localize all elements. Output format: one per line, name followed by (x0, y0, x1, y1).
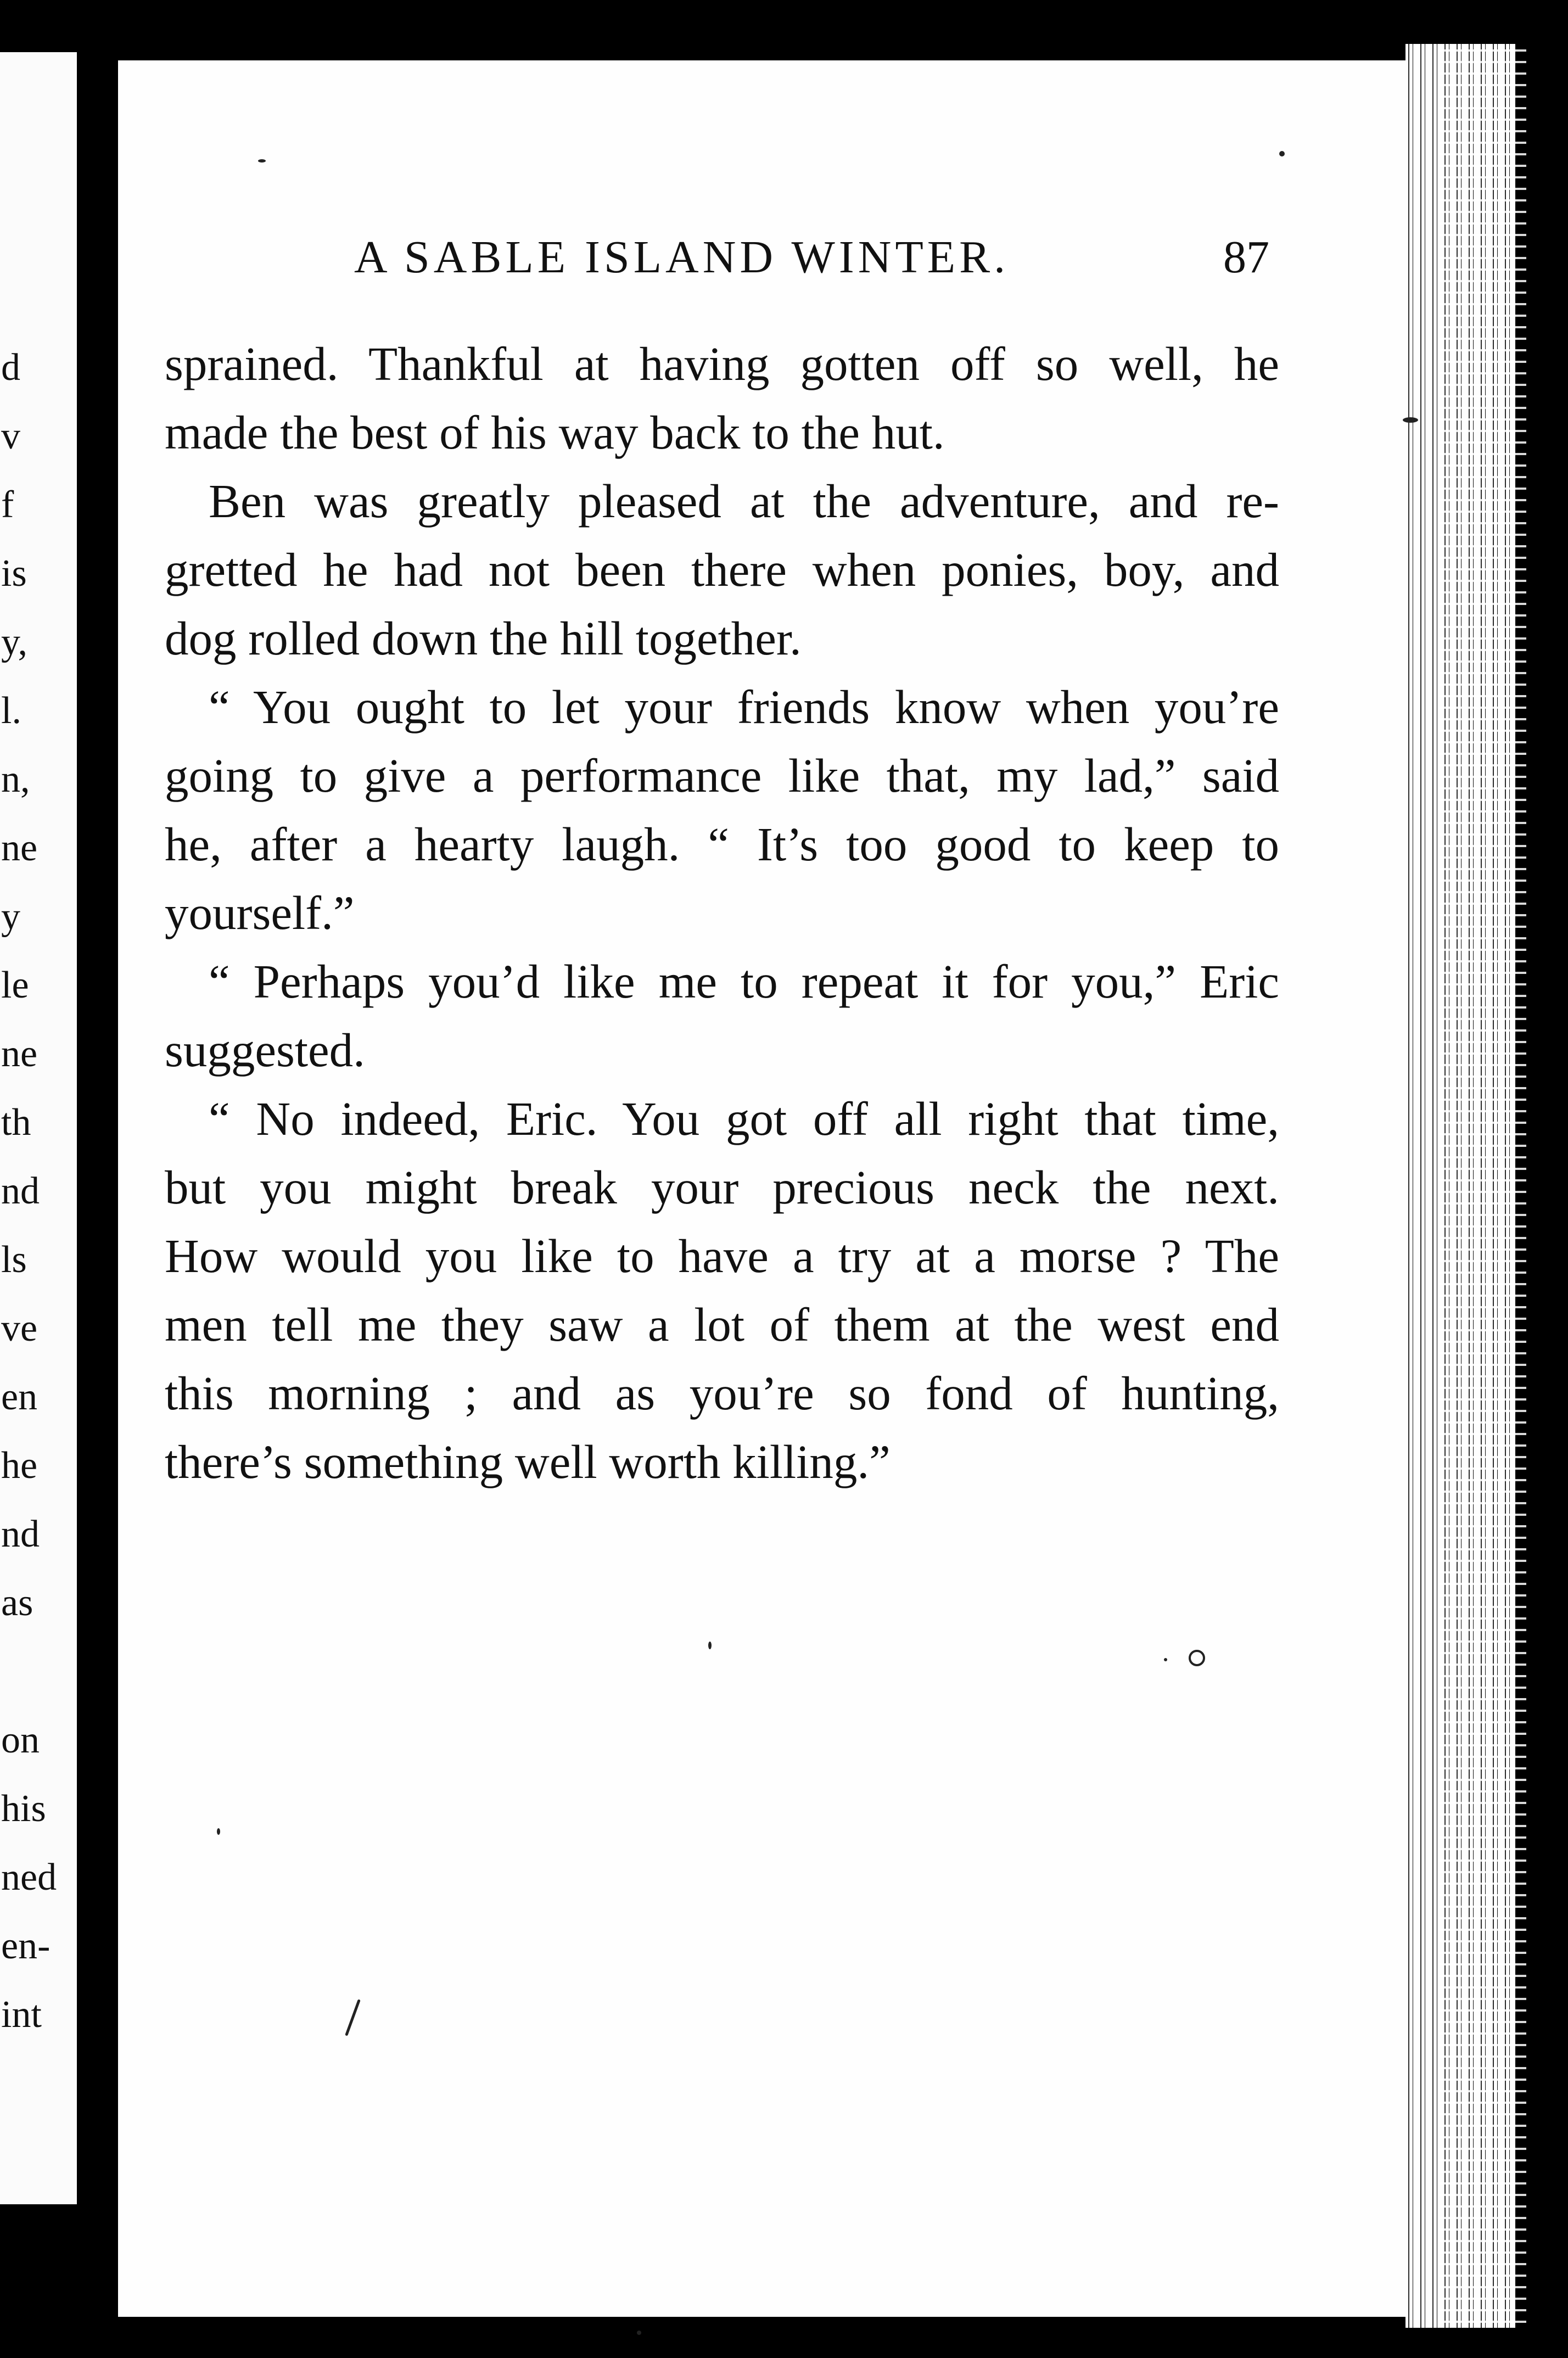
scan-speck (1403, 417, 1418, 423)
text-line: “ Perhaps you’d like me to repeat it for you,” Eric (209, 955, 1279, 1008)
left-page-fragment: is (1, 552, 27, 595)
left-page-fragment: f (1, 484, 14, 526)
text-line: suggested. (165, 1023, 365, 1077)
left-page-fragment: ne (1, 1033, 38, 1075)
left-page-fragment: nd (1, 1170, 40, 1212)
text-line: he, after a hearty laugh. “ It’s too good to keep to (165, 817, 1279, 871)
left-page-fragment: y (1, 895, 20, 938)
text-line: yourself.” (165, 886, 355, 939)
running-title: A SABLE ISLAND WINTER. (354, 232, 1010, 283)
left-page-fragment: v (1, 415, 20, 457)
left-page-fragment: l. (1, 690, 21, 732)
page-number: 87 (1223, 232, 1269, 283)
page-body-text (165, 329, 1279, 1496)
left-page-fragment: en- (1, 1925, 51, 1967)
left-page-fragment: nd (1, 1513, 40, 1555)
left-page-fragment: ned (1, 1856, 57, 1898)
left-page-fragment: he (1, 1444, 38, 1487)
text-line: going to give a performance like that, my lad,” said (165, 749, 1279, 802)
left-page-fragment: n, (1, 758, 30, 800)
left-page-fragment: his (1, 1788, 46, 1830)
left-page-fragment: as (1, 1582, 33, 1624)
left-page-fragment: ls (1, 1239, 27, 1281)
text-line: this morning ; and as you’re so fond of hunting, (165, 1366, 1279, 1420)
scan-speck (708, 1642, 712, 1649)
scan-speck (1164, 1658, 1167, 1661)
text-line: men tell me they saw a lot of them at the west end (165, 1298, 1279, 1351)
scan-speck (1189, 1650, 1205, 1666)
text-line: made the best of his way back to the hut. (165, 406, 945, 459)
text-line: gretted he had not been there when ponies, boy, and (165, 543, 1279, 596)
text-line: sprained. Thankful at having gotten off so well, he (165, 337, 1279, 390)
text-line: dog rolled down the hill together. (165, 612, 802, 665)
left-page-fragment: ve (1, 1307, 38, 1349)
left-page-fragment: en (1, 1376, 38, 1418)
left-page-fragment: int (1, 1993, 42, 2036)
text-line: Ben was greatly pleased at the adventure, and re- (209, 474, 1279, 528)
text-line: but you might break your precious neck the next. (165, 1161, 1279, 1214)
text-line: “ You ought to let your friends know when you’re (209, 680, 1279, 733)
text-line: “ No indeed, Eric. You got off all right that time, (209, 1092, 1279, 1145)
text-line: How would you like to have a try at a morse ? The (165, 1229, 1279, 1282)
left-page-fragment: th (1, 1101, 31, 1144)
text-line: there’s something well worth killing.” (165, 1435, 891, 1488)
scan-speck (637, 2331, 641, 2335)
left-page-fragment: ne (1, 827, 38, 869)
left-page-fragment: on (1, 1719, 40, 1761)
left-page-fragment: le (1, 964, 29, 1006)
scan-speck (1279, 151, 1285, 156)
left-page-fragment: y, (1, 621, 27, 663)
scan-speck (258, 159, 266, 163)
left-page-fragment: d (1, 346, 20, 389)
scan-speck (217, 1828, 220, 1835)
